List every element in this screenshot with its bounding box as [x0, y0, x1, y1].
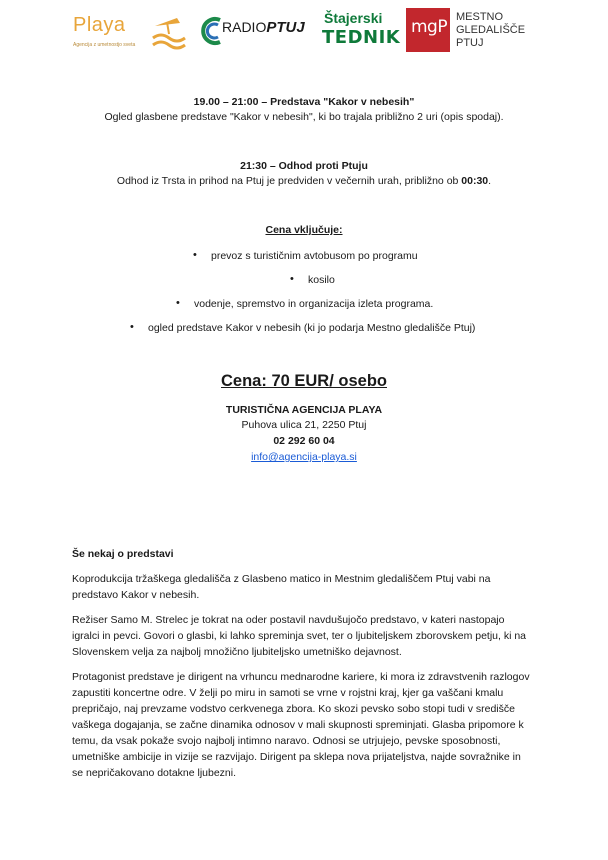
playa-logo-word: Playa — [73, 14, 126, 36]
includes-item: • ogled predstave Kakor v nebesih (ki jo podarja Mestno gledališče Ptuj) — [148, 322, 475, 334]
mgp-mark-box — [406, 8, 450, 52]
program-item2-title: 21:30 – Odhod proti Ptuju — [240, 160, 368, 172]
includes-heading: Cena vključuje: — [265, 224, 343, 236]
playa-logo-tagline: Agencija z umetnostjo sveta — [73, 42, 136, 48]
radio-logo-prefix: RADIO — [222, 19, 267, 35]
program-item2-time: 00:30 — [461, 175, 489, 187]
mgp-line-1: MESTNO — [456, 11, 504, 23]
program-item2-text-c: . — [488, 175, 492, 187]
stajerski-tednik-logo — [322, 10, 402, 56]
sun-wave-icon — [147, 12, 189, 54]
agency-address: Puhova ulica 21, 2250 Ptuj — [241, 419, 367, 431]
price-heading: Cena: 70 EUR/ osebo — [221, 372, 387, 390]
about-paragraph-1: Koprodukcija tržaškega gledališča z Glasbeno matico in Mestnim gledališčem Ptuj vabi na predstavo Kakor v nebesih. — [72, 573, 491, 601]
radio-swirl-icon — [200, 14, 224, 48]
agency-email-link[interactable]: info@agencija-playa.si — [251, 451, 357, 463]
about-paragraph-2: Režiser Samo M. Strelec je tokrat na oder postavil navdušujočo predstavo, v kateri nastopajo igralci in pevci. Govori o glasbi, ki lahko spreminja svet, ter o ljubiteljskem zborovskem petju, ki na Slovenskem velja za najbolj množično ljubiteljsko umetniško dejavnost. — [72, 614, 527, 658]
includes-item: • vodenje, spremstvo in organizacija izleta programa. — [194, 298, 433, 310]
logo-bar — [0, 0, 608, 70]
about-paragraph-3: Protagonist predstave je dirigent na vrhuncu mednarodne kariere, ki mora iz zdravstvenih razlogov zapustiti koncertne odre. V želji po miru in samoti se vrne v rojstni kraj, kjer ga vaščani kmalu prepričajo, naj prevzame vodstvo cerkvenega zbora. Ko skozi pevsko sobo stopi tudi v središče vaškega dogajanja, se začne dinamika odnosov v mali skupnosti spreminjati. Glasba pripomore k temu, da vsak pokaže svojo najbolj intimno naravo. Odnosi se utrjujejo, pevske sposobnosti, umetniške ambicije in vizije se razvijajo. Dirigent pa sklepa nova prijateljstva, najde sovražnike in se nepričakovano dotakne ljubezni. — [72, 671, 530, 779]
about-heading: Še nekaj o predstavi — [72, 548, 174, 560]
agency-name: TURISTIČNA AGENCIJA PLAYA — [225, 404, 383, 416]
mgp-line-2: GLEDALIŠČE — [456, 24, 526, 36]
program-item2-text-a: Odhod iz Trsta in prihod na Ptuj je predviden v večernih urah, približno ob — [116, 175, 462, 187]
playa-logo — [73, 12, 191, 58]
mestno-gledalisce-logo — [406, 8, 526, 58]
includes-item: • kosilo — [308, 274, 335, 286]
program-item2-text — [0, 175, 608, 187]
mgp-mark: mgP — [411, 17, 448, 37]
program-item1-title: 19.00 – 21:00 – Predstava "Kakor v nebesih" — [193, 96, 415, 108]
radio-ptuj-logo — [200, 14, 316, 48]
includes-item: • prevoz s turističnim avtobusom po programu — [211, 250, 418, 262]
mgp-line-3: PTUJ — [456, 37, 484, 49]
tednik-logo-bottom: TEDNIK — [322, 27, 401, 48]
agency-phone: 02 292 60 04 — [273, 435, 335, 447]
tednik-logo-top: Štajerski — [324, 10, 383, 26]
radio-logo-suffix: PTUJ — [266, 19, 305, 36]
program-item1-text: Ogled glasbene predstave "Kakor v nebesih", ki bo trajala približno 2 uri (opis spodaj). — [104, 111, 504, 123]
